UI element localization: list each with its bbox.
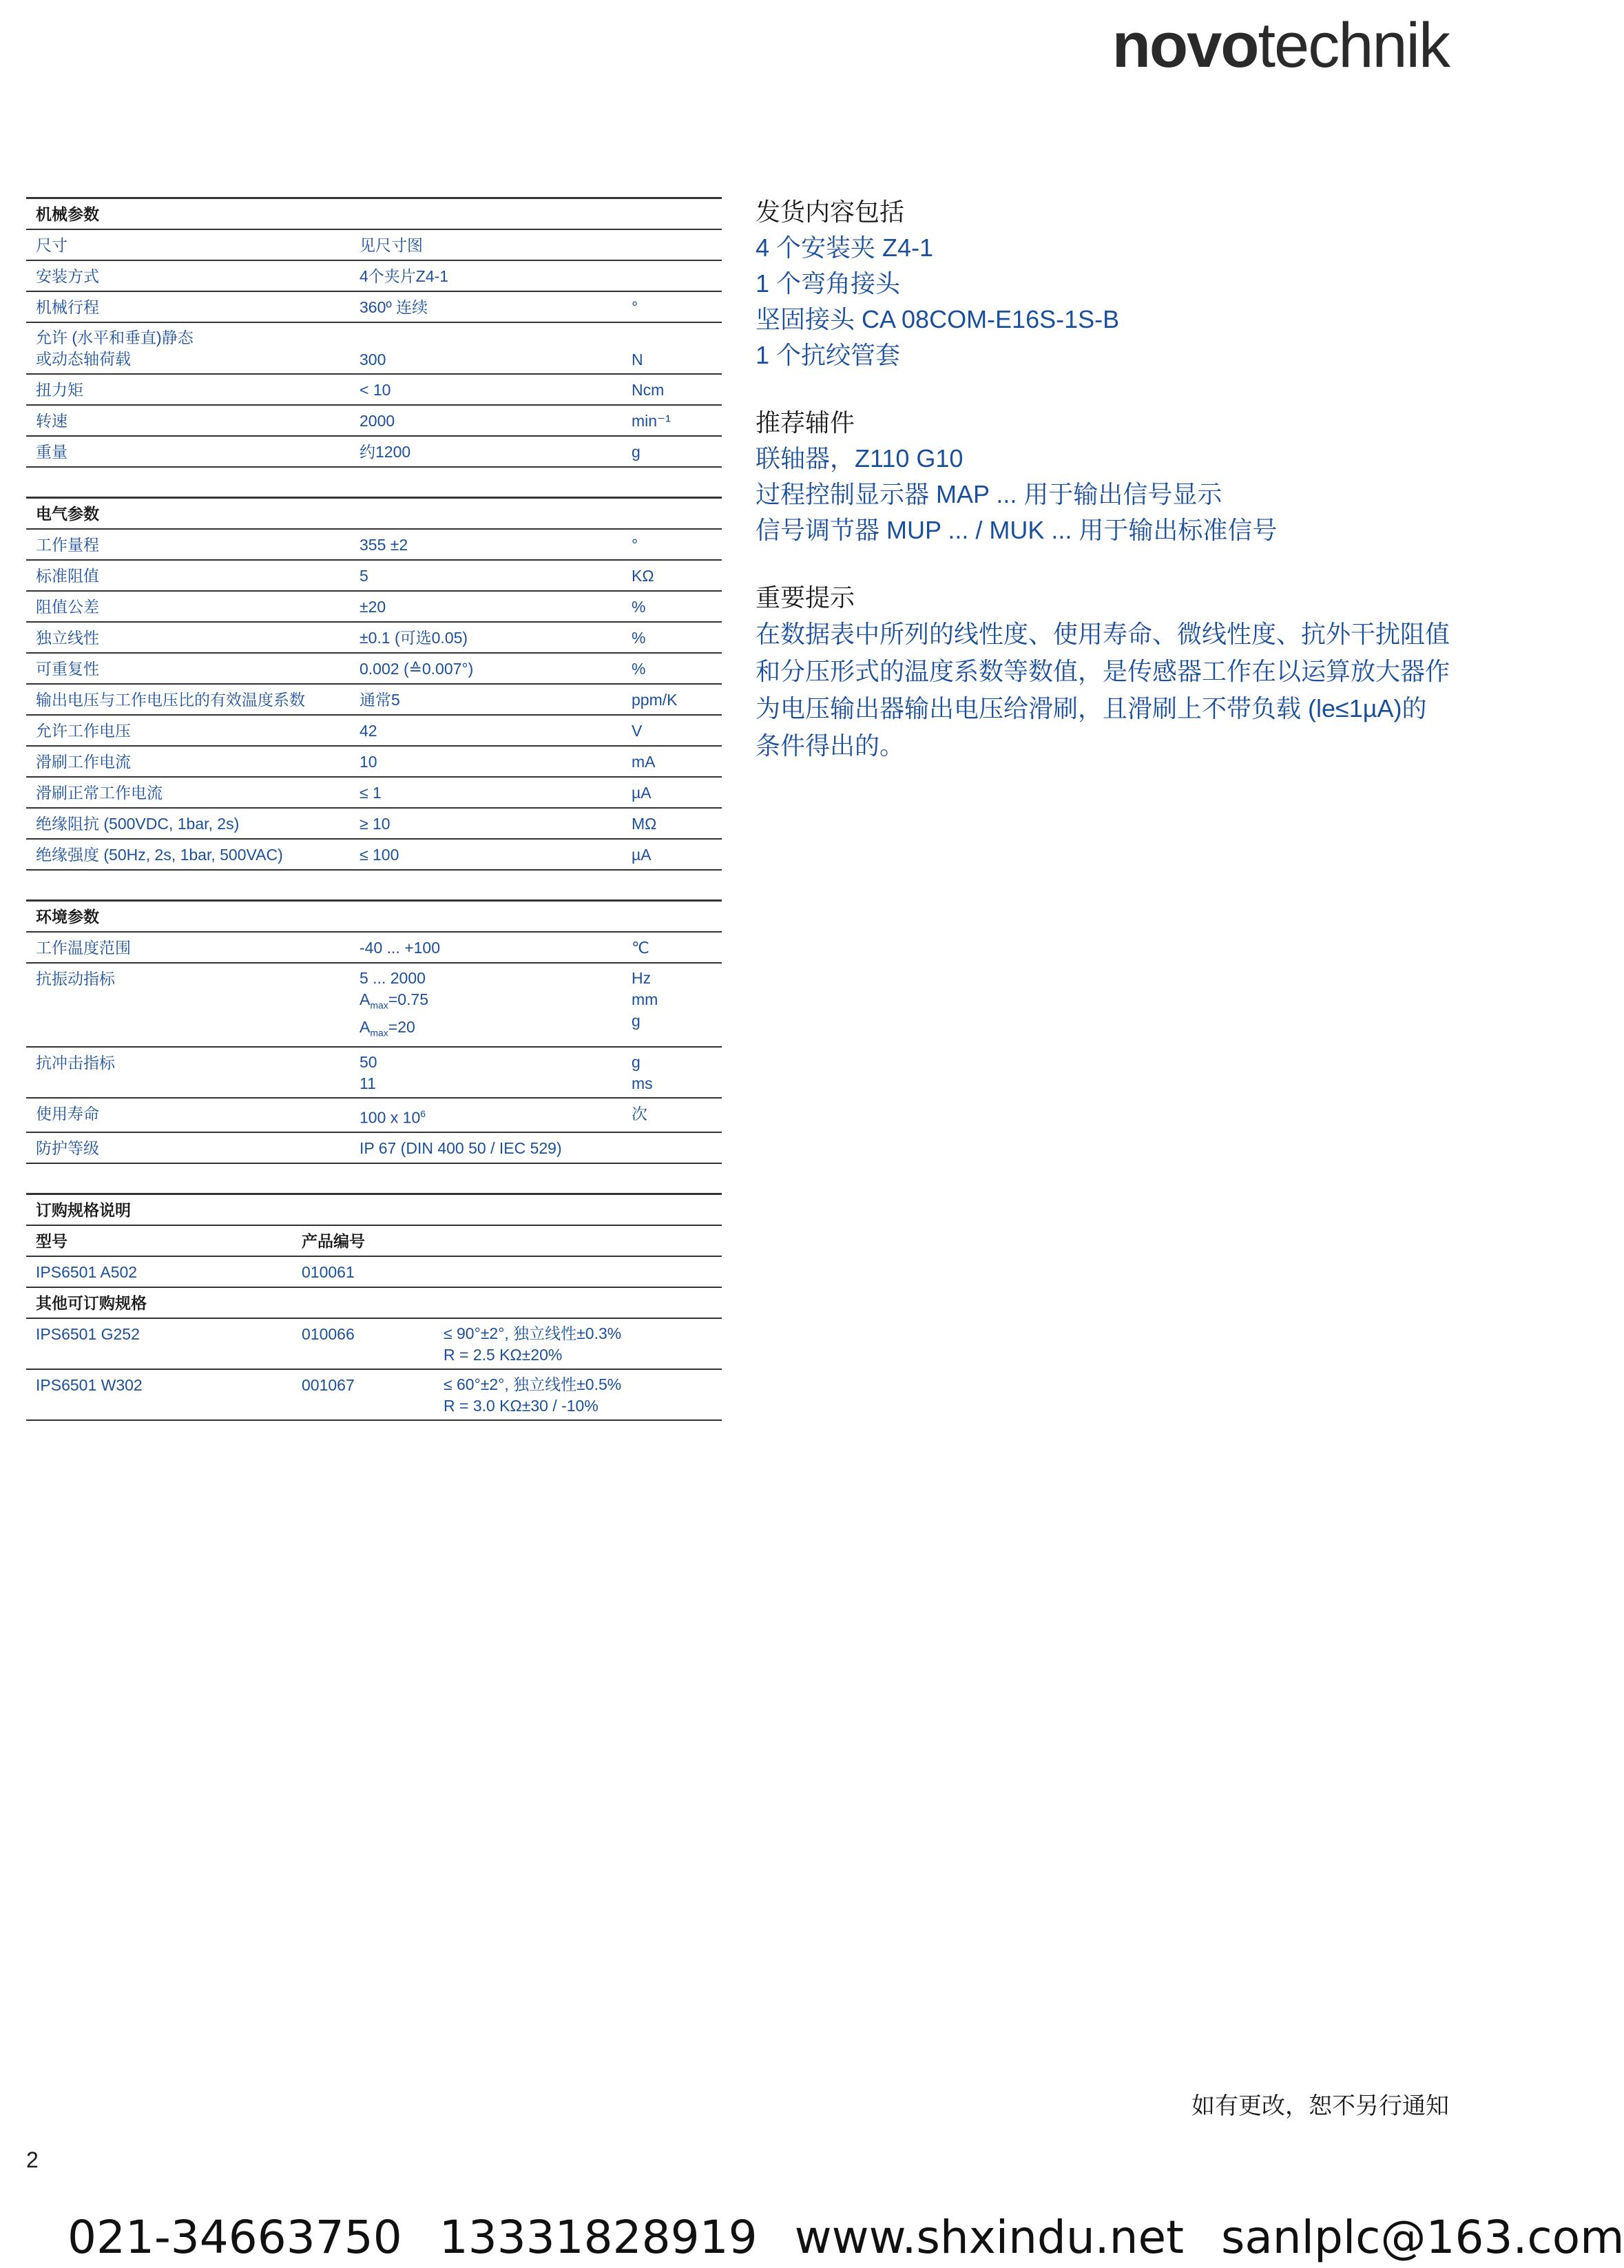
table-row: 可重复性 0.002 (≙0.007°) % [26, 654, 722, 685]
environment-header: 环境参数 [26, 902, 722, 933]
contact-footer [67, 2211, 1624, 2264]
table-row: 输出电压与工作电压比的有效温度系数 通常5 ppm/K [26, 685, 722, 716]
other-specs-header: 其他可订购规格 [26, 1288, 722, 1319]
table-row: 滑刷工作电流 10 mA [26, 747, 722, 778]
footer-email[interactable]: sanlplc@163.com [1220, 2211, 1624, 2264]
mechanical-section [26, 197, 722, 468]
section-gap [26, 871, 722, 902]
table-row: 允许 (水平和垂直)静态 或动态轴荷载 300 N [26, 323, 722, 375]
table-row: 尺寸 见尺寸图 [26, 230, 722, 261]
table-row: 转速 2000 min⁻¹ [26, 406, 722, 437]
table-row: 安装方式 4个夹片Z4-1 [26, 261, 722, 292]
table-row: IPS6501 W302 001067 ≤ 60°±2°, 独立线性±0.5% R = 3.0 KΩ±30 / -10% [26, 1370, 722, 1421]
table-row: 绝缘阻抗 (500VDC, 1bar, 2s) ≥ 10 MΩ [26, 809, 722, 840]
accessories-block [756, 405, 1451, 548]
list-item: 坚固接头 CA 08COM-E16S-1S-B [756, 305, 1120, 333]
footer-phone: 021-34663750 [67, 2211, 402, 2264]
table-row: 防护等级 IP 67 (DIN 400 50 / IEC 529) [26, 1133, 722, 1164]
list-item: 信号调节器 MUP ... / MUK ... 用于输出标准信号 [756, 516, 1278, 544]
delivery-title: 发货内容包括 [756, 198, 905, 226]
table-row: 标准阻值 5 KΩ [26, 561, 722, 592]
list-item: 1 个弯角接头 [756, 269, 901, 298]
table-row: 机械行程 360º 连续 ° [26, 292, 722, 323]
novotechnik-logo [1112, 10, 1449, 81]
page-number: 2 [26, 2147, 39, 2172]
section-gap [26, 1164, 722, 1195]
table-row: 工作温度范围 -40 ... +100 ℃ [26, 933, 722, 964]
ordering-section [26, 1195, 722, 1421]
table-row: 独立线性 ±0.1 (可选0.05) % [26, 623, 722, 654]
change-notice: 如有更改，恕不另行通知 [1191, 2093, 1449, 2119]
footer-website[interactable]: www.shxindu.net [794, 2211, 1184, 2264]
important-block [756, 580, 1451, 764]
table-row: 扭力矩 < 10 Ncm [26, 375, 722, 406]
important-text: 在数据表中所列的线性度、使用寿命、微线性度、抗外干扰阻值和分压形式的温度系数等数值，是传感器工作在以运算放大器作为电压输出器输出电压给滑刷，且滑刷上不带负载 (le≤1µA)的条件得出的。 [756, 620, 1450, 760]
table-row: 绝缘强度 (50Hz, 2s, 1bar, 500VAC) ≤ 100 µA [26, 840, 722, 871]
table-row: 使用寿命 100 x $10^6$ 次 [26, 1099, 722, 1133]
list-item: 4 个安装夹 Z4-1 [756, 233, 934, 262]
logo-light-part: technik [1258, 10, 1449, 81]
electrical-header: 电气参数 [26, 499, 722, 530]
table-row: 允许工作电压 42 V [26, 716, 722, 747]
delivery-block [756, 194, 1451, 373]
table-row: 阻值公差 ±20 % [26, 592, 722, 623]
table-row: 重量 约1200 g [26, 437, 722, 468]
important-title: 重要提示 [756, 583, 855, 612]
table-row: 滑刷正常工作电流 ≤ 1 µA [26, 778, 722, 809]
accessories-title: 推荐辅件 [756, 408, 855, 437]
mechanical-header: 机械参数 [26, 199, 722, 230]
logo-bold-part: novo [1112, 10, 1258, 81]
list-item: 过程控制显示器 MAP ... 用于输出信号显示 [756, 480, 1222, 508]
info-column [756, 194, 1451, 796]
table-row: 抗冲击指标 50 11 g ms [26, 1048, 722, 1099]
table-row: IPS6501 G252 010066 ≤ 90°±2°, 独立线性±0.3% R = 2.5 KΩ±20% [26, 1319, 722, 1370]
list-item: 联轴器，Z110 G10 [756, 444, 964, 472]
ordering-header: 订购规格说明 [26, 1195, 722, 1226]
table-row: 工作量程 355 ±2 ° [26, 530, 722, 561]
footer-mobile: 13331828919 [439, 2211, 758, 2264]
electrical-section [26, 499, 722, 871]
ordering-column-headers: 型号 产品编号 [26, 1226, 722, 1257]
section-gap [26, 468, 722, 499]
table-row: IPS6501 A502 010061 [26, 1257, 722, 1288]
table-row: 抗振动指标 5 ... 2000 $A_{max}=0.75$ $A_{max}=20$ Hz mm g [26, 964, 722, 1048]
spec-tables [26, 197, 722, 1421]
environment-section [26, 902, 722, 1164]
list-item: 1 个抗绞管套 [756, 341, 901, 369]
